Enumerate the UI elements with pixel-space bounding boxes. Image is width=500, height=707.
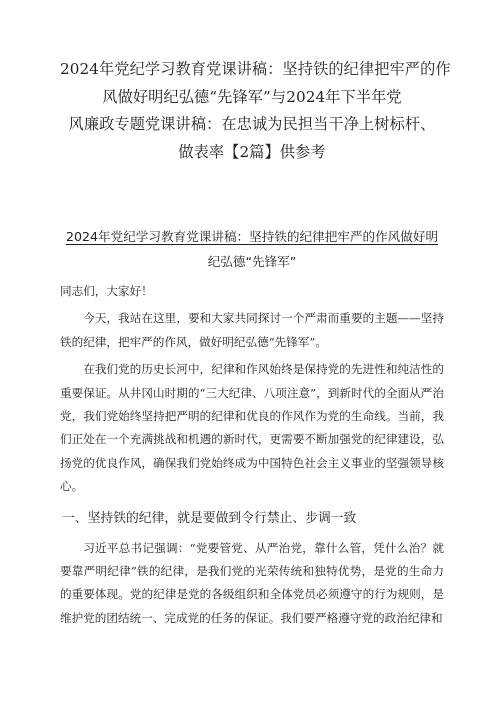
subtitle-line: 2024年党纪学习教育党课讲稿：坚持铁的纪律把牢严的作风做好明 [65,229,439,244]
title-line: 做表率【2篇】供参考 [178,142,326,161]
title-line: 2024年党纪学习教育党课讲稿：坚持铁的纪律把牢严的作 [60,60,451,78]
greeting: 同志们，大家好！ [60,284,153,298]
body-paragraph: 今天，我站在这里，要和大家共同探讨一个严肃而重要的主题——坚持铁的纪律，把牢严的作风，做好明纪弘德“先锋军”。 [60,311,444,349]
subtitle-line: 纪弘德“先锋军” [207,254,297,269]
title-line: 风廉政专题党课讲稿：在忠诚为民担当干净上树标杆、 [68,115,436,133]
section-paragraph: 习近平总书记强调：“党要管党、从严治党，靠什么管，凭什么治？就要靠严明纪律”铁的纪律，是我们党的光荣传统和独特优势，是党的生命力的重要体现。党的纪律是党的各级组织和全体党员必须遵守的行为规则，是维护党的团结统一、完成党的任务的保证。我们要严格遵守党的政治纪律和 [60,540,444,625]
section-subtitle [60,224,444,274]
body-paragraph: 在我们党的历史长河中，纪律和作风始终是保持党的先进性和纯洁性的重要保证。从井冈山时期的“三大纪律、八项注意”，到新时代的全面从严治党，我们党始终坚持把严明的纪律和优良的作风作为党的生命线。当前，我们正处在一个充满挑战和机遇的新时代，更需要不断加强党的纪律建设，弘扬党的优良作风，确保我们党始终成为中国特色社会主义事业的坚强领导核心。 [60,362,444,494]
title-line: 风做好明纪弘德“先锋军”与2024年下半年党 [102,87,402,106]
section-heading: 一、坚持铁的纪律，就是要做到令行禁止、步调一致 [62,510,357,526]
document-title [60,56,451,166]
